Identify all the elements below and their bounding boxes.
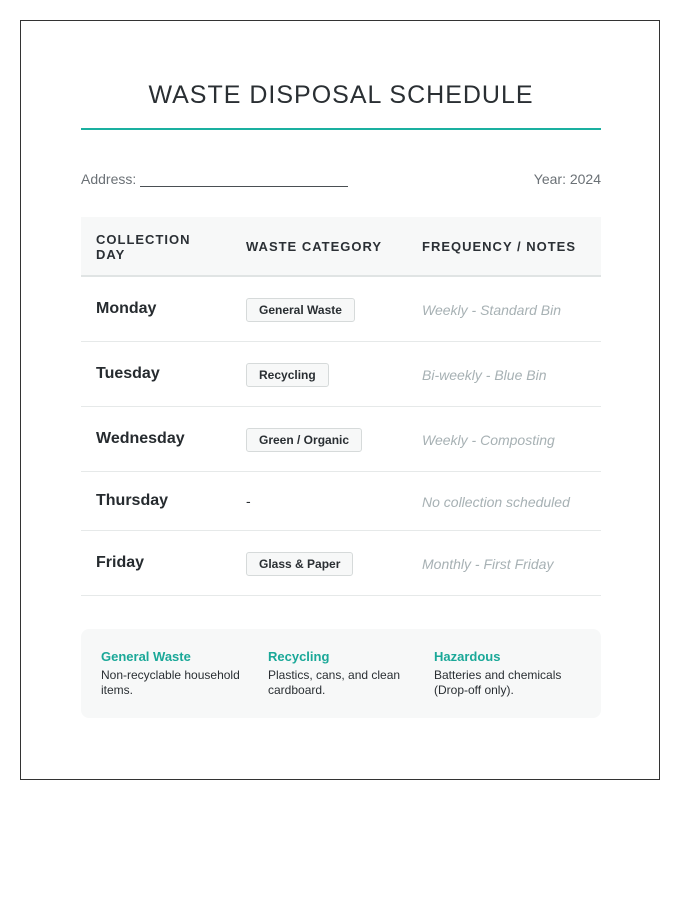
category-pill: Glass & Paper — [246, 552, 353, 576]
legend-description: Non-recyclable household items. — [101, 668, 240, 697]
row-category — [246, 428, 362, 452]
row-day: Wednesday — [96, 430, 185, 447]
address-label: Address: — [81, 171, 137, 187]
header-waste-category: WASTE CATEGORY — [246, 239, 383, 254]
address-blank-line — [140, 172, 348, 187]
legend-title: Hazardous — [434, 649, 501, 664]
row-notes: Weekly - Standard Bin — [422, 302, 562, 318]
row-notes: No collection scheduled — [422, 494, 570, 510]
legend-item-general-waste — [101, 649, 251, 698]
row-day: Friday — [96, 554, 145, 571]
row-notes: Weekly - Composting — [422, 432, 555, 448]
legend-title: General Waste — [101, 649, 191, 664]
title-divider — [81, 128, 601, 130]
row-notes: Monthly - First Friday — [422, 556, 554, 572]
legend-item-hazardous — [434, 649, 584, 698]
schedule-table — [81, 217, 601, 596]
category-pill: General Waste — [246, 298, 355, 322]
legend-description: Plastics, cans, and clean cardboard. — [268, 668, 401, 697]
schedule-sheet — [20, 20, 660, 780]
row-category — [246, 363, 329, 387]
category-pill: Recycling — [246, 363, 329, 387]
row-category — [246, 552, 353, 576]
row-day: Thursday — [96, 492, 169, 509]
row-notes: Bi-weekly - Blue Bin — [422, 367, 547, 383]
meta-row — [81, 171, 601, 191]
no-category-dash: - — [246, 493, 251, 509]
row-day: Tuesday — [96, 365, 160, 382]
legend-title: Recycling — [268, 649, 330, 664]
year-label: Year: 2024 — [533, 171, 601, 187]
category-pill: Green / Organic — [246, 428, 362, 452]
legend-description: Batteries and chemicals (Drop-off only). — [434, 668, 562, 697]
category-legend — [81, 629, 601, 718]
table-header — [81, 217, 601, 277]
table-row — [81, 531, 601, 596]
row-category — [246, 298, 355, 322]
legend-item-recycling — [268, 649, 418, 698]
row-category — [246, 493, 251, 511]
table-row — [81, 277, 601, 342]
header-collection-day: COLLECTION DAY — [96, 232, 191, 262]
table-row — [81, 472, 601, 531]
table-row — [81, 342, 601, 407]
header-frequency-notes: FREQUENCY / NOTES — [422, 239, 577, 254]
page-title: WASTE DISPOSAL SCHEDULE — [148, 81, 534, 109]
row-day: Monday — [96, 300, 157, 317]
table-row — [81, 407, 601, 472]
address-field — [81, 171, 348, 187]
